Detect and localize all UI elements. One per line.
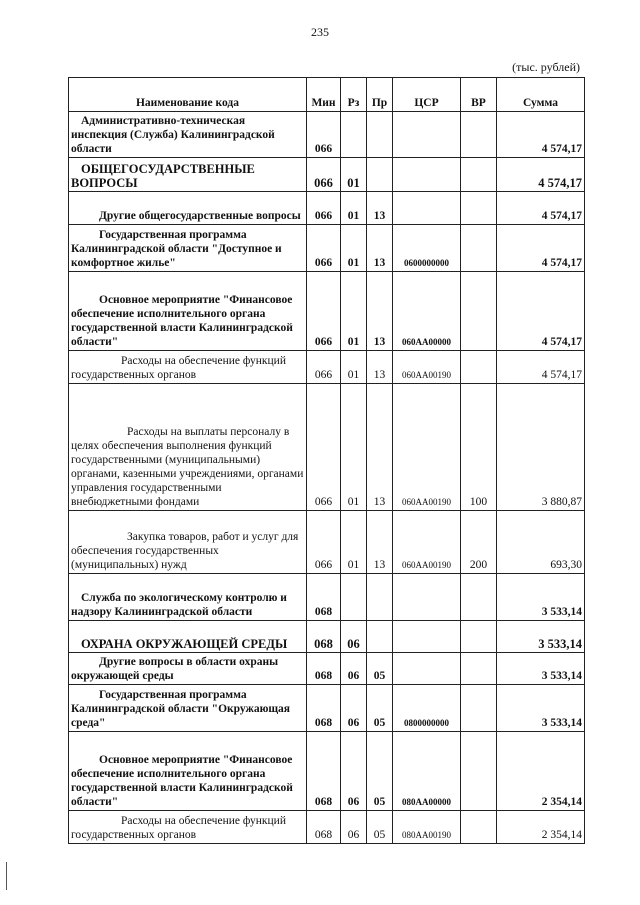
row-vr	[461, 685, 497, 732]
row-min: 066	[307, 225, 341, 272]
row-min: 068	[307, 574, 341, 621]
row-min: 066	[307, 351, 341, 384]
table-row	[69, 192, 585, 225]
row-pr: 13	[367, 351, 393, 384]
row-name: Государственная программа Калининградской области "Окружающая среда"	[69, 685, 307, 732]
row-pr: 13	[367, 384, 393, 511]
table-row	[69, 158, 585, 192]
units-label: (тыс. рублей)	[512, 60, 580, 74]
row-csr	[393, 112, 461, 158]
row-pr: 13	[367, 225, 393, 272]
row-rz: 06	[341, 653, 367, 685]
row-pr	[367, 621, 393, 653]
row-sum: 3 880,87	[497, 384, 585, 511]
header-name: Наименование кода	[69, 78, 307, 112]
row-pr: 05	[367, 732, 393, 811]
row-csr	[393, 574, 461, 621]
row-csr	[393, 192, 461, 225]
row-name: Основное мероприятие "Финансовое обеспечение исполнительного органа государственной власти Калининградской области"	[69, 272, 307, 351]
table-row	[69, 384, 585, 511]
row-sum: 3 533,14	[497, 685, 585, 732]
header-vr: ВР	[461, 78, 497, 112]
row-sum: 3 533,14	[497, 621, 585, 653]
row-rz: 06	[341, 685, 367, 732]
row-sum: 2 354,14	[497, 732, 585, 811]
row-name: Расходы на обеспечение функций государственных органов	[69, 351, 307, 384]
row-sum: 693,30	[497, 511, 585, 574]
row-name: Другие общегосударственные вопросы	[69, 192, 307, 225]
row-min: 068	[307, 653, 341, 685]
row-pr: 13	[367, 511, 393, 574]
row-vr	[461, 225, 497, 272]
row-sum: 3 533,14	[497, 574, 585, 621]
row-vr	[461, 272, 497, 351]
row-min: 066	[307, 384, 341, 511]
row-name: Основное мероприятие "Финансовое обеспечение исполнительного органа государственной власти Калининградской области"	[69, 732, 307, 811]
row-pr	[367, 158, 393, 192]
row-pr	[367, 574, 393, 621]
row-name: Государственная программа Калининградской области "Доступное и комфортное жилье"	[69, 225, 307, 272]
row-name: Расходы на выплаты персоналу в целях обеспечения выполнения функций государственными (муниципальными) органами, казенными учреждениями, органами управления государственными внебюджетными фондами	[69, 384, 307, 511]
table-row	[69, 225, 585, 272]
row-csr: 0800000000	[393, 685, 461, 732]
row-rz: 01	[341, 511, 367, 574]
row-vr	[461, 811, 497, 844]
header-pr: Пр	[367, 78, 393, 112]
scan-edge-mark	[6, 862, 7, 890]
row-vr	[461, 574, 497, 621]
row-rz: 01	[341, 351, 367, 384]
row-rz: 01	[341, 192, 367, 225]
row-rz	[341, 574, 367, 621]
row-rz: 01	[341, 384, 367, 511]
table-row	[69, 811, 585, 844]
row-sum: 2 354,14	[497, 811, 585, 844]
row-name: ОХРАНА ОКРУЖАЮЩЕЙ СРЕДЫ	[69, 621, 307, 653]
row-sum: 3 533,14	[497, 653, 585, 685]
row-min: 066	[307, 112, 341, 158]
row-min: 066	[307, 511, 341, 574]
row-pr: 05	[367, 685, 393, 732]
row-rz: 01	[341, 158, 367, 192]
row-vr	[461, 112, 497, 158]
row-sum: 4 574,17	[497, 272, 585, 351]
row-min: 068	[307, 685, 341, 732]
table-row	[69, 732, 585, 811]
row-pr	[367, 112, 393, 158]
row-min: 066	[307, 158, 341, 192]
row-rz: 06	[341, 621, 367, 653]
row-name: Расходы на обеспечение функций государственных органов	[69, 811, 307, 844]
row-csr	[393, 621, 461, 653]
row-vr	[461, 351, 497, 384]
row-sum: 4 574,17	[497, 351, 585, 384]
row-min: 068	[307, 811, 341, 844]
row-vr	[461, 653, 497, 685]
header-rz: Рз	[341, 78, 367, 112]
row-name: ОБЩЕГОСУДАРСТВЕННЫЕ ВОПРОСЫ	[69, 158, 307, 192]
budget-table	[68, 77, 585, 844]
table-row	[69, 351, 585, 384]
row-name: Закупка товаров, работ и услуг для обеспечения государственных (муниципальных) нужд	[69, 511, 307, 574]
row-vr	[461, 158, 497, 192]
row-sum: 4 574,17	[497, 192, 585, 225]
row-min: 068	[307, 621, 341, 653]
row-csr	[393, 158, 461, 192]
row-rz	[341, 112, 367, 158]
table-row	[69, 621, 585, 653]
row-pr: 13	[367, 272, 393, 351]
table-header-row	[69, 78, 585, 112]
row-csr	[393, 653, 461, 685]
row-csr: 080АА00190	[393, 811, 461, 844]
row-rz: 06	[341, 811, 367, 844]
table-row	[69, 511, 585, 574]
row-csr: 060АА00000	[393, 272, 461, 351]
row-min: 066	[307, 192, 341, 225]
row-csr: 080АА00000	[393, 732, 461, 811]
row-vr: 200	[461, 511, 497, 574]
row-csr: 060АА00190	[393, 351, 461, 384]
row-min: 068	[307, 732, 341, 811]
row-sum: 4 574,17	[497, 158, 585, 192]
table-row	[69, 685, 585, 732]
row-vr: 100	[461, 384, 497, 511]
row-rz: 01	[341, 272, 367, 351]
header-sum: Сумма	[497, 78, 585, 112]
header-min: Мин	[307, 78, 341, 112]
row-csr: 060АА00190	[393, 384, 461, 511]
row-csr: 0600000000	[393, 225, 461, 272]
row-rz: 01	[341, 225, 367, 272]
row-pr: 05	[367, 653, 393, 685]
table-row	[69, 272, 585, 351]
row-min: 066	[307, 272, 341, 351]
table-row	[69, 574, 585, 621]
row-sum: 4 574,17	[497, 225, 585, 272]
page-number: 235	[311, 25, 329, 39]
row-pr: 13	[367, 192, 393, 225]
table-row	[69, 653, 585, 685]
row-name: Другие вопросы в области охраны окружающей среды	[69, 653, 307, 685]
row-vr	[461, 192, 497, 225]
row-sum: 4 574,17	[497, 112, 585, 158]
row-vr	[461, 732, 497, 811]
row-name: Служба по экологическому контролю и надзору Калининградской области	[69, 574, 307, 621]
header-csr: ЦСР	[393, 78, 461, 112]
row-csr: 060АА00190	[393, 511, 461, 574]
row-pr: 05	[367, 811, 393, 844]
table-row	[69, 112, 585, 158]
row-name: Административно-техническая инспекция (Служба) Калининградской области	[69, 112, 307, 158]
row-vr	[461, 621, 497, 653]
row-rz: 06	[341, 732, 367, 811]
